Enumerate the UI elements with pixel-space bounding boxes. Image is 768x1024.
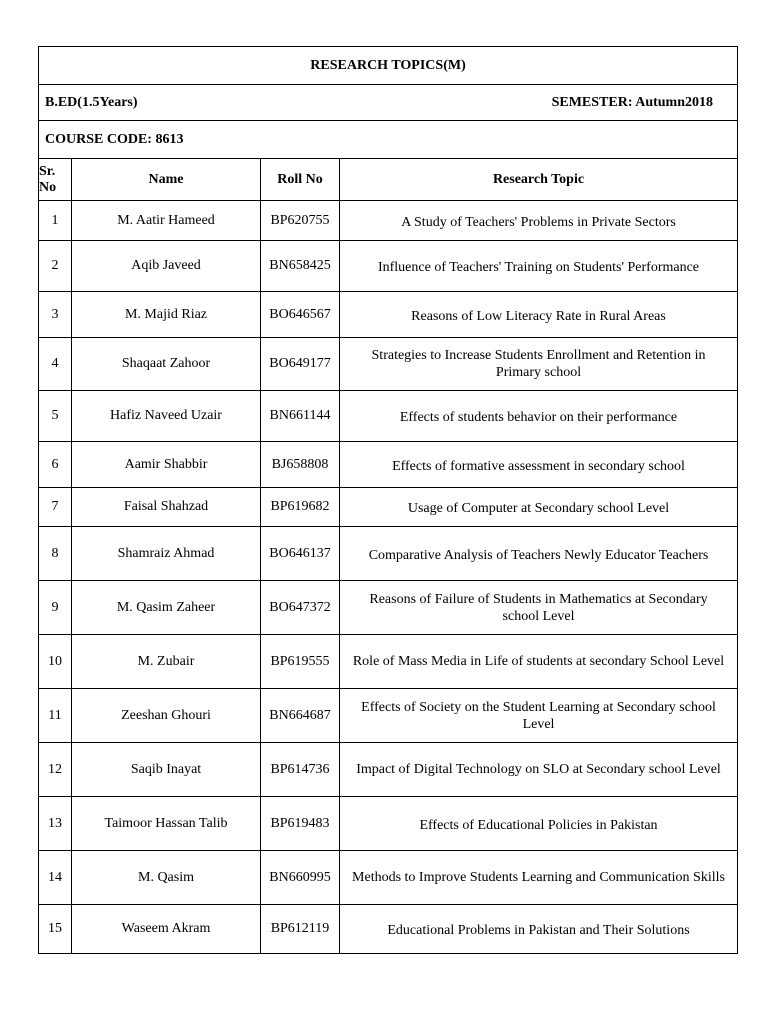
- table-row: [39, 338, 738, 391]
- row-research-topic: Comparative Analysis of Teachers Newly Educator Teachers: [340, 527, 738, 581]
- table-row: [39, 743, 738, 797]
- row-name: M. Qasim: [72, 851, 261, 905]
- table-row: [39, 851, 738, 905]
- table-row: [39, 635, 738, 689]
- row-roll-no: BP612119: [261, 905, 340, 954]
- table-row: [39, 527, 738, 581]
- row-roll-no: BP619483: [261, 797, 340, 851]
- row-name: M. Zubair: [72, 635, 261, 689]
- row-sr-no: 11: [39, 689, 72, 743]
- row-research-topic: Impact of Digital Technology on SLO at Secondary school Level: [340, 743, 738, 797]
- table-row: [39, 689, 738, 743]
- table-row: [39, 201, 738, 241]
- row-roll-no: BO647372: [261, 581, 340, 635]
- row-name: Faisal Shahzad: [72, 488, 261, 527]
- row-roll-no: BO646567: [261, 292, 340, 338]
- table-row: [39, 797, 738, 851]
- row-research-topic: A Study of Teachers' Problems in Private Sectors: [340, 201, 738, 241]
- row-sr-no: 5: [39, 391, 72, 442]
- row-roll-no: BP619682: [261, 488, 340, 527]
- table-body: [39, 201, 738, 954]
- row-sr-no: 10: [39, 635, 72, 689]
- row-sr-no: 9: [39, 581, 72, 635]
- row-research-topic: Methods to Improve Students Learning and Communication Skills: [340, 851, 738, 905]
- row-name: Taimoor Hassan Talib: [72, 797, 261, 851]
- research-topics-table: [38, 46, 738, 954]
- col-header-sr: Sr. No: [39, 159, 72, 201]
- table-row: [39, 241, 738, 292]
- table-row: [39, 581, 738, 635]
- table-row: [39, 391, 738, 442]
- row-roll-no: BO646137: [261, 527, 340, 581]
- row-name: Zeeshan Ghouri: [72, 689, 261, 743]
- document-title: RESEARCH TOPICS(M): [39, 47, 738, 85]
- row-sr-no: 3: [39, 292, 72, 338]
- row-roll-no: BN658425: [261, 241, 340, 292]
- row-research-topic: Effects of formative assessment in secondary school: [340, 442, 738, 488]
- row-research-topic: Effects of Society on the Student Learning at Secondary school Level: [340, 689, 738, 743]
- row-research-topic: Effects of students behavior on their performance: [340, 391, 738, 442]
- row-name: M. Majid Riaz: [72, 292, 261, 338]
- table-row: [39, 488, 738, 527]
- row-roll-no: BP614736: [261, 743, 340, 797]
- row-name: M. Qasim Zaheer: [72, 581, 261, 635]
- row-sr-no: 4: [39, 338, 72, 391]
- row-name: Hafiz Naveed Uzair: [72, 391, 261, 442]
- row-roll-no: BP619555: [261, 635, 340, 689]
- row-research-topic: Role of Mass Media in Life of students at secondary School Level: [340, 635, 738, 689]
- row-sr-no: 14: [39, 851, 72, 905]
- col-header-topic: Research Topic: [340, 159, 738, 201]
- row-roll-no: BP620755: [261, 201, 340, 241]
- program-label: B.ED(1.5Years): [45, 94, 138, 110]
- program-semester-row: [39, 85, 738, 121]
- row-sr-no: 12: [39, 743, 72, 797]
- table-header-row: [39, 159, 738, 201]
- col-header-name: Name: [72, 159, 261, 201]
- row-name: Shamraiz Ahmad: [72, 527, 261, 581]
- row-roll-no: BN664687: [261, 689, 340, 743]
- row-research-topic: Strategies to Increase Students Enrollment and Retention in Primary school: [340, 338, 738, 391]
- row-name: Shaqaat Zahoor: [72, 338, 261, 391]
- row-sr-no: 13: [39, 797, 72, 851]
- row-name: Saqib Inayat: [72, 743, 261, 797]
- semester-label: SEMESTER: Autumn2018: [551, 94, 714, 110]
- row-sr-no: 15: [39, 905, 72, 954]
- course-code: COURSE CODE: 8613: [39, 121, 738, 159]
- row-sr-no: 2: [39, 241, 72, 292]
- col-header-roll: Roll No: [261, 159, 340, 201]
- row-sr-no: 6: [39, 442, 72, 488]
- row-research-topic: Effects of Educational Policies in Pakistan: [340, 797, 738, 851]
- row-name: Waseem Akram: [72, 905, 261, 954]
- table-row: [39, 292, 738, 338]
- row-research-topic: Educational Problems in Pakistan and Their Solutions: [340, 905, 738, 954]
- row-sr-no: 1: [39, 201, 72, 241]
- row-name: M. Aatir Hameed: [72, 201, 261, 241]
- table-row: [39, 442, 738, 488]
- row-roll-no: BN661144: [261, 391, 340, 442]
- row-roll-no: BO649177: [261, 338, 340, 391]
- row-research-topic: Reasons of Failure of Students in Mathematics at Secondary school Level: [340, 581, 738, 635]
- row-roll-no: BJ658808: [261, 442, 340, 488]
- row-name: Aqib Javeed: [72, 241, 261, 292]
- row-research-topic: Usage of Computer at Secondary school Level: [340, 488, 738, 527]
- row-sr-no: 8: [39, 527, 72, 581]
- table-row: [39, 905, 738, 954]
- row-name: Aamir Shabbir: [72, 442, 261, 488]
- row-research-topic: Reasons of Low Literacy Rate in Rural Areas: [340, 292, 738, 338]
- row-roll-no: BN660995: [261, 851, 340, 905]
- row-sr-no: 7: [39, 488, 72, 527]
- row-research-topic: Influence of Teachers' Training on Students' Performance: [340, 241, 738, 292]
